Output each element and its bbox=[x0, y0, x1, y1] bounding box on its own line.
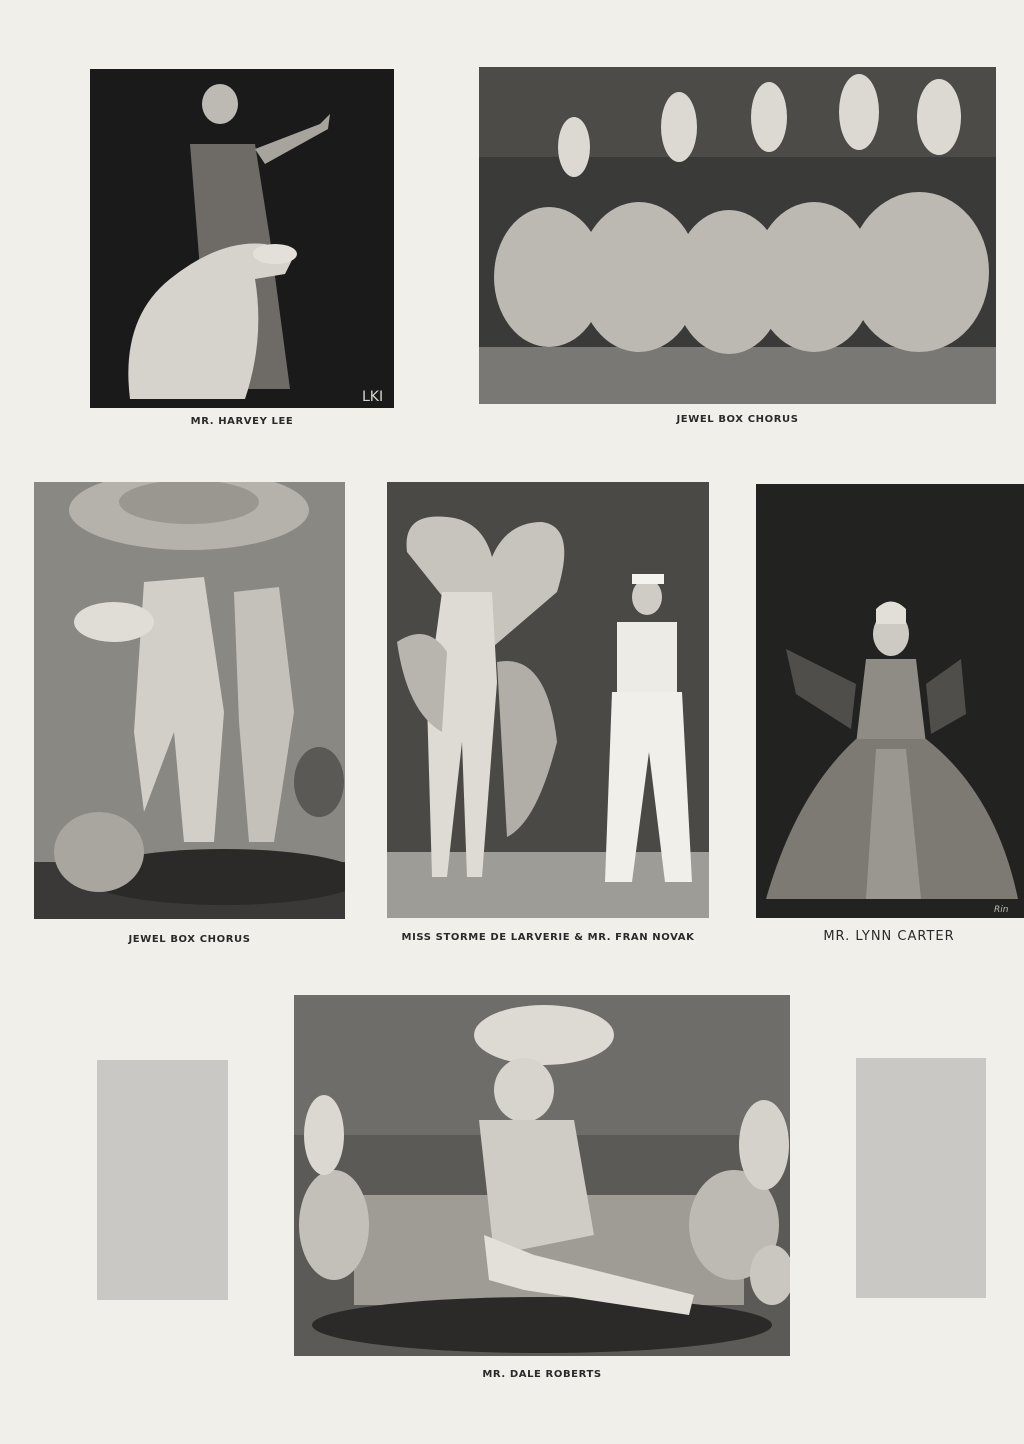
caption-jewel-box-chorus-mid: JEWEL BOX CHORUS bbox=[128, 934, 251, 945]
photo-harvey-lee[interactable] bbox=[90, 69, 394, 408]
photo-jewel-box-chorus-mid[interactable] bbox=[34, 482, 345, 919]
photo-lynn-carter-image bbox=[756, 484, 1024, 918]
photo-harvey-lee-image bbox=[90, 69, 394, 408]
caption-lynn-carter: MR. LYNN CARTER bbox=[823, 929, 955, 944]
photo-lynn-carter[interactable] bbox=[756, 484, 1024, 918]
caption-storme-novak: MISS STORME DE LARVERIE & MR. FRAN NOVAK bbox=[401, 932, 695, 943]
gray-panel-right bbox=[856, 1058, 986, 1298]
gray-panel-left bbox=[97, 1060, 228, 1300]
photo-chorus-mid-image bbox=[34, 482, 345, 919]
photo-signature: Rin bbox=[994, 905, 1009, 915]
photo-dale-roberts[interactable] bbox=[294, 995, 790, 1356]
photo-storme-novak-image bbox=[387, 482, 709, 918]
caption-jewel-box-chorus-top: JEWEL BOX CHORUS bbox=[676, 414, 799, 425]
photo-dale-roberts-image bbox=[294, 995, 790, 1356]
photo-signature: LKI bbox=[362, 389, 384, 405]
photo-storme-novak[interactable] bbox=[387, 482, 709, 918]
caption-dale-roberts: MR. DALE ROBERTS bbox=[482, 1369, 602, 1380]
photo-chorus-top-image bbox=[479, 67, 996, 404]
caption-harvey-lee: MR. HARVEY LEE bbox=[190, 416, 294, 427]
photo-jewel-box-chorus-top[interactable] bbox=[479, 67, 996, 404]
